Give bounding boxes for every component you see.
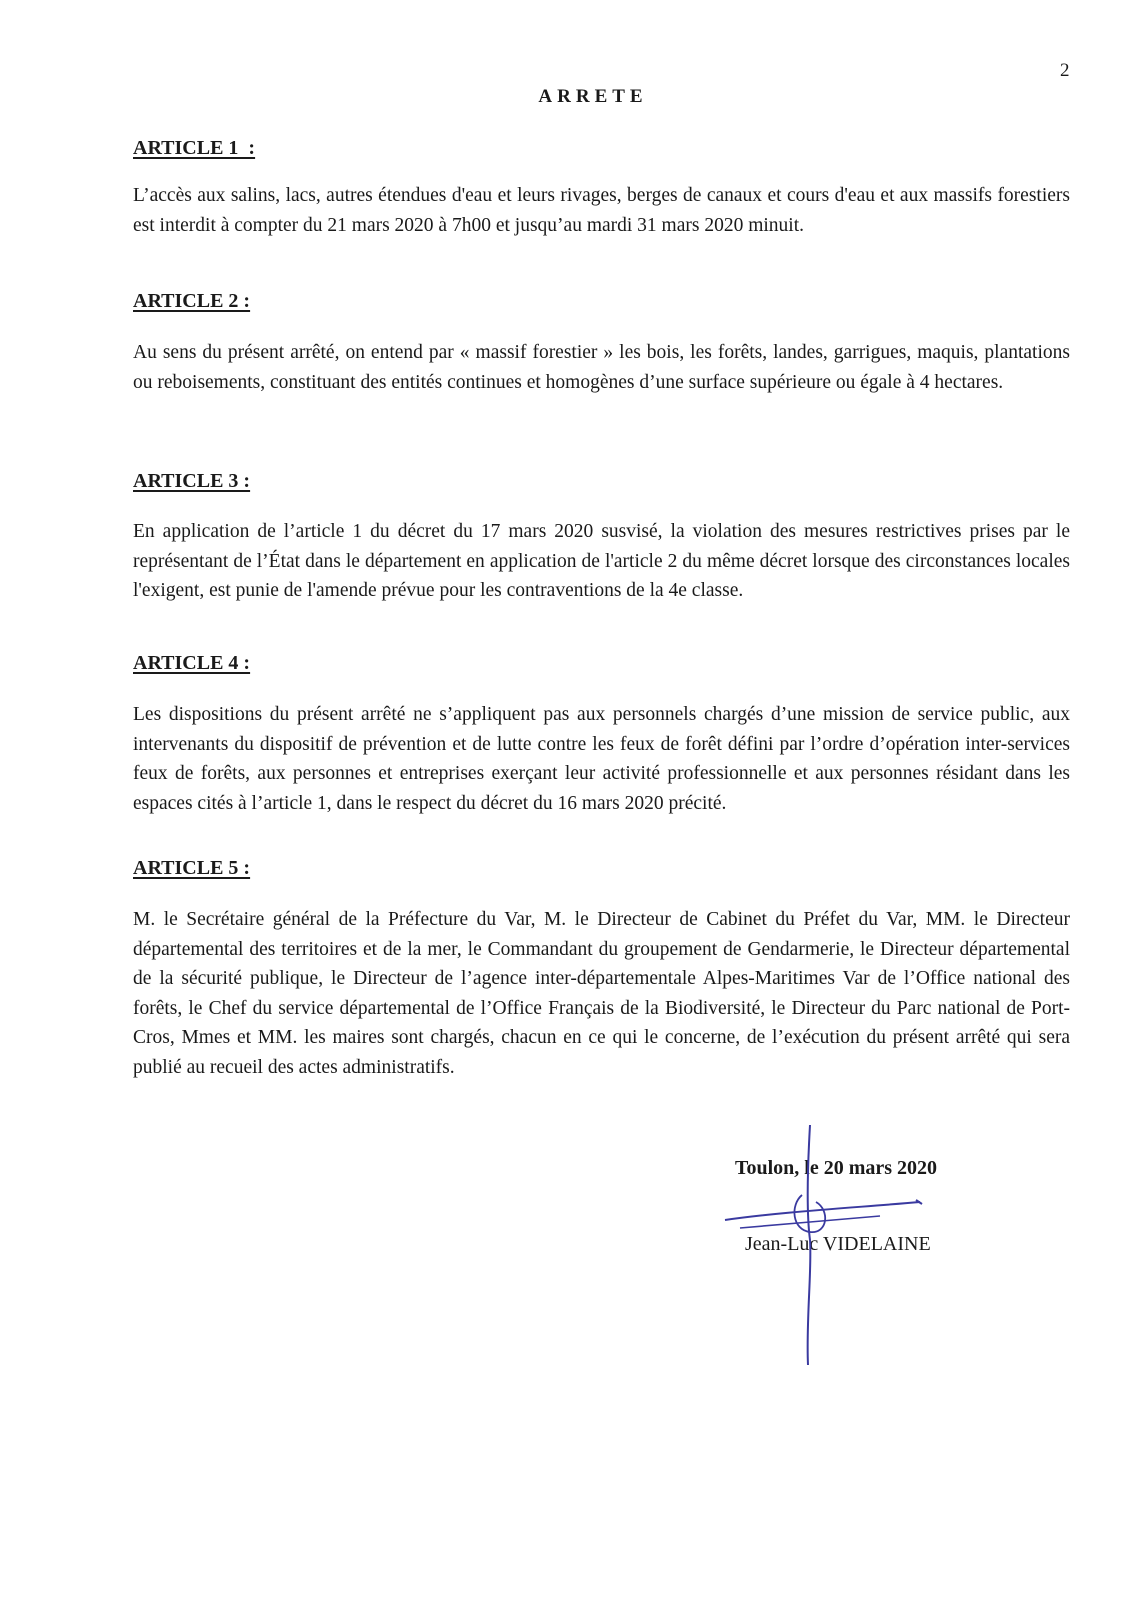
article-3-body: En application de l’article 1 du décret du 17 mars 2020 susvisé, la violation des mesures restrictives prises par le représentant de l’État dans le département en application de l'article 2 du même décret lorsque des circonstances locales l'exigent, est punie de l'amende prévue pour les contraventions de la 4e classe. <box>133 521 1070 601</box>
article-1-body: L’accès aux salins, lacs, autres étendues d'eau et leurs rivages, berges de canaux et cours d'eau et aux massifs forestiers est interdit à compter du 21 mars 2020 à 7h00 et jusqu’au mardi 31 mars 2020 minuit. <box>133 185 1070 236</box>
signatory-name: Jean-Luc VIDELAINE <box>745 1233 931 1255</box>
document-title: ARRETE <box>538 86 648 107</box>
article-2-heading: ARTICLE 2 : <box>133 290 251 312</box>
signature-place-date: Toulon, le 20 mars 2020 <box>735 1157 938 1179</box>
page-number: 2 <box>1060 60 1070 81</box>
article-4-heading: ARTICLE 4 : <box>133 652 251 674</box>
article-3-heading: ARTICLE 3 : <box>133 470 251 492</box>
article-2-body: Au sens du présent arrêté, on entend par « massif forestier » les bois, les forêts, landes, garrigues, maquis, plantations ou reboisements, constituant des entités continues et homogènes d’une surface supérieure ou égale à 4 hectares. <box>133 342 1070 393</box>
handwritten-signature <box>720 1120 950 1380</box>
article-1-heading: ARTICLE 1 : <box>133 137 256 159</box>
article-4-body: Les dispositions du présent arrêté ne s’appliquent pas aux personnels chargés d’une mission de service public, aux intervenants du dispositif de prévention et de lutte contre les feux de forêt défini par l’ordre d’opération inter-services feux de forêts, aux personnes et entreprises exerçant leur activité professionnelle et aux personnes résidant dans les espaces cités à l’article 1, dans le respect du décret du 16 mars 2020 précité. <box>133 704 1070 814</box>
article-5-heading: ARTICLE 5 : <box>133 857 251 879</box>
article-5-body: M. le Secrétaire général de la Préfecture du Var, M. le Directeur de Cabinet du Préfet du Var, MM. le Directeur départemental des territoires et de la mer, le Commandant du groupement de Gendarmerie, le Directeur départemental de la sécurité publique, le Directeur de l’agence inter-départementale Alpes-Maritimes Var de l’Office national des forêts, le Chef du service départemental de l’Office Français de la Biodiversité, le Directeur du Parc national de Port-Cros, Mmes et MM. les maires sont chargés, chacun en ce qui le concerne, de l’exécution du présent arrêté qui sera publié au recueil des actes administratifs. <box>133 909 1070 1078</box>
